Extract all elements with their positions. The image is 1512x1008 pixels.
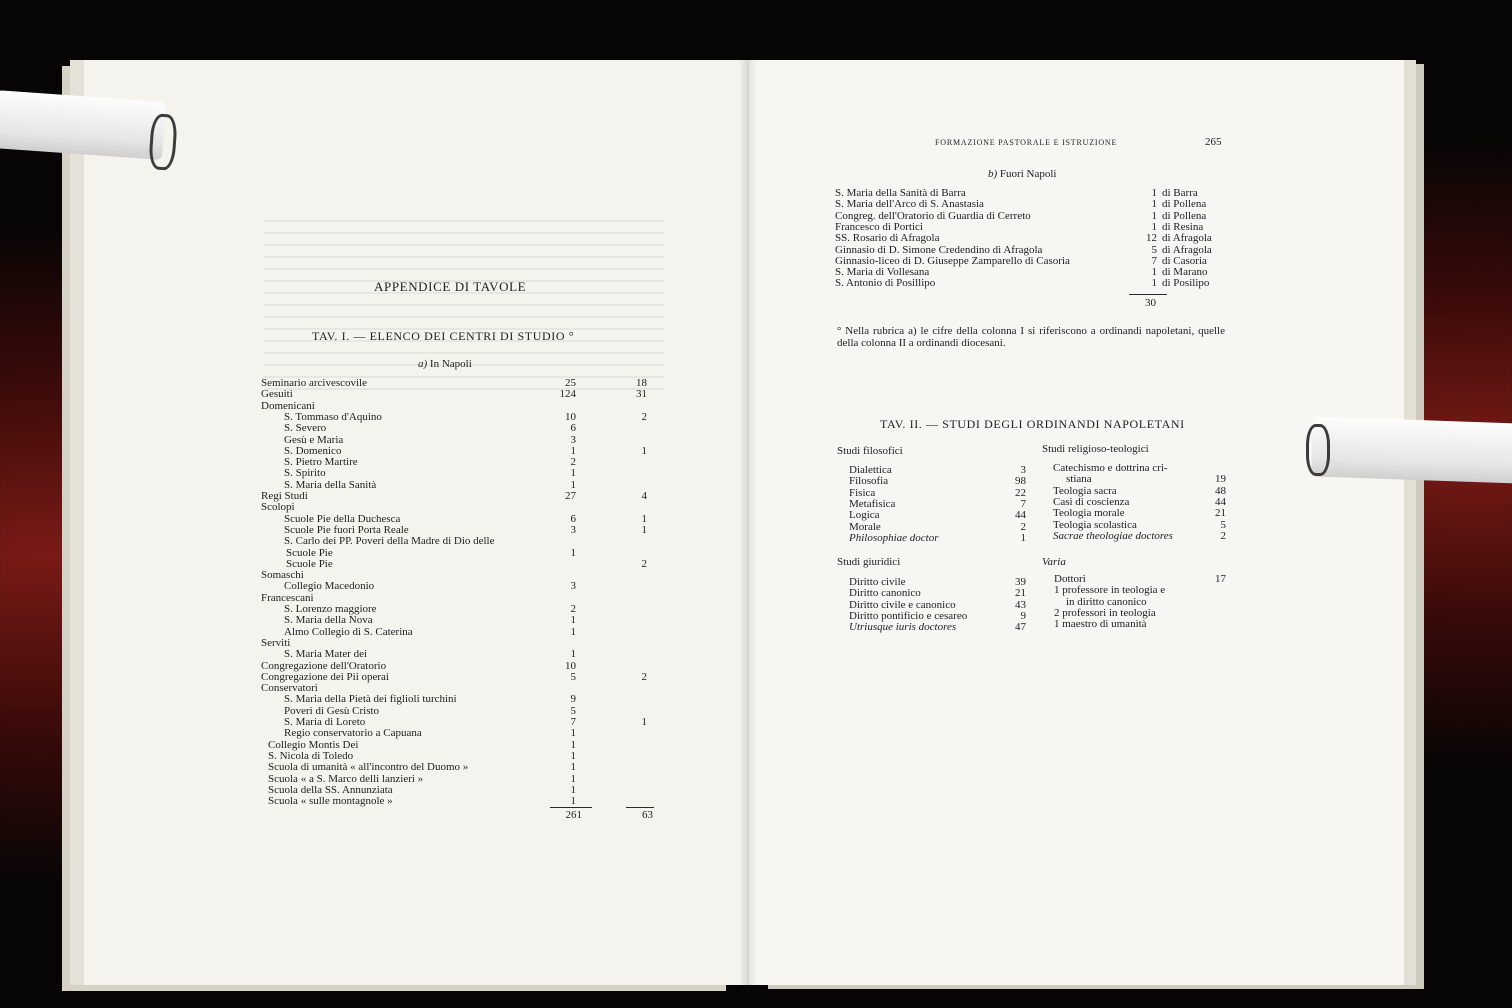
left-page-clip — [0, 90, 166, 160]
table-1-row-label: Scuole Pie — [286, 546, 333, 559]
table-1-row-label: Seminario arcivescovile — [261, 377, 367, 389]
outside-row-count: 1 — [1151, 187, 1157, 199]
religiosi-heading: Studi religioso-teologici — [1042, 443, 1149, 455]
table-1-row-col1: 3 — [570, 523, 576, 536]
varia-row-label: 1 maestro di umanità — [1054, 618, 1147, 631]
outside-row-place: di Pollena — [1162, 209, 1207, 222]
table-1-row-col1: 1 — [570, 772, 576, 785]
giuridici-row-label: Diritto canonico — [849, 587, 921, 600]
table-1-row-col1: 2 — [570, 456, 576, 469]
varia-row-label: Dottori — [1054, 573, 1086, 585]
filosofici-row-value: 98 — [1015, 475, 1026, 488]
outside-total: 30 — [1145, 297, 1156, 309]
filosofici-row-value: 1 — [1020, 531, 1026, 544]
outside-row-label: Congreg. dell'Oratorio di Guardia di Cerreto — [835, 209, 1031, 222]
table-1-row-col1: 1 — [570, 783, 576, 796]
table-1-row-label: S. Domenico — [284, 444, 342, 457]
table-1-row-col1: 1 — [570, 727, 576, 740]
table-1-row-col1: 1 — [570, 795, 576, 808]
table-1-row-label: Congregazione dell'Oratorio — [261, 659, 387, 672]
table-1-row-label: Scuola di umanità « all'incontro del Duomo » — [268, 761, 469, 774]
varia-heading: Varia — [1042, 556, 1066, 568]
table-1-row-col2: 2 — [641, 557, 647, 570]
religiosi-row-value: 5 — [1220, 518, 1226, 531]
left-page — [84, 60, 748, 985]
giuridici-row-label: Diritto civile e canonico — [849, 598, 956, 611]
outside-row-place: di Afragola — [1162, 243, 1212, 256]
filosofici-row-label: Metafisica — [849, 497, 896, 510]
outside-row-count: 5 — [1151, 243, 1157, 256]
table-1-row-label: S. Nicola di Toledo — [268, 749, 354, 762]
table-1-row-col1: 5 — [570, 670, 576, 683]
outside-row-place: di Posilipo — [1162, 277, 1210, 290]
table-1-title: TAV. I. — ELENCO DEI CENTRI DI STUDIO ° — [312, 329, 575, 343]
varia-row-label: 1 professore in teologia e — [1054, 584, 1166, 597]
table-1-row-label: Scuola « a S. Marco delli lanzieri » — [268, 772, 424, 785]
outside-row-count: 1 — [1151, 277, 1157, 290]
outside-row-place: di Marano — [1162, 266, 1208, 279]
running-header: FORMAZIONE PASTORALE E ISTRUZIONE — [935, 138, 1118, 147]
outside-row-label: Francesco di Portici — [835, 220, 923, 233]
religiosi-row-value: 2 — [1220, 529, 1226, 542]
table-1-row-col2: 2 — [641, 670, 647, 683]
total-col2: 63 — [642, 809, 653, 821]
table-1-row-col1: 1 — [570, 749, 576, 762]
varia-row-label: in diritto canonico — [1066, 595, 1147, 608]
filosofici-row-label: Dialettica — [849, 464, 892, 476]
table-1-row-col2: 1 — [641, 523, 647, 536]
filosofici-row-label: Fisica — [849, 486, 876, 499]
giuridici-row-value: 21 — [1015, 587, 1026, 600]
varia-row-label: 2 professori in teologia — [1054, 606, 1156, 619]
table-1-row-col2: 4 — [641, 490, 647, 502]
table-1-row-label: Regio conservatorio a Capuana — [284, 727, 422, 740]
table-1-row-label: Scuola « sulle montagnole » — [268, 795, 393, 808]
table-1-row-col1: 1 — [570, 614, 576, 627]
table-1-row-col1: 5 — [570, 704, 576, 717]
table-1-row-label: S. Tommaso d'Aquino — [284, 410, 382, 423]
outside-row-label: S. Maria della Sanità di Barra — [835, 187, 966, 199]
filosofici-row-label: Filosofia — [849, 475, 889, 488]
table-1-row-col1: 1 — [570, 738, 576, 751]
total-rule-col2 — [626, 807, 654, 808]
table-1-row-label: Scuole Pie fuori Porta Reale — [284, 523, 409, 536]
table-1-row-label: S. Maria della Nova — [284, 614, 373, 627]
outside-row-label: S. Maria di Vollesana — [835, 266, 930, 279]
table-1-row-label: Gesù e Maria — [284, 433, 344, 446]
outside-row-count: 1 — [1151, 209, 1157, 222]
section-a-heading — [418, 358, 472, 370]
filosofici-row-label: Morale — [849, 520, 881, 533]
book-gutter — [739, 60, 757, 985]
table-1-row-col2: 1 — [641, 716, 647, 728]
giuridici-row-value: 39 — [1015, 576, 1026, 588]
page-number: 265 — [1205, 136, 1222, 148]
outside-row-place: di Casoria — [1162, 254, 1207, 267]
religiosi-row-value: 48 — [1215, 484, 1226, 497]
table-1-row-col1: 1 — [570, 648, 576, 661]
giuridici-row-label: Diritto pontificio e cesareo — [849, 609, 968, 622]
section-b-text: Fuori Napoli — [999, 168, 1057, 180]
right-page-clip — [1311, 416, 1512, 483]
filosofici-row-label: Philosophiae doctor — [849, 531, 939, 544]
table-1-row-col1: 10 — [565, 410, 576, 423]
filosofici-row-value: 22 — [1015, 486, 1026, 499]
table-1-row-label: Regi Studi — [261, 490, 308, 502]
outside-row-label: S. Antonio di Posillipo — [835, 277, 936, 290]
giuridici-row-value: 43 — [1015, 598, 1026, 611]
table-1-row-label: S. Maria della Pietà dei figlioli turchini — [284, 693, 457, 706]
table-1-row-col2: 2 — [641, 410, 647, 423]
table-1-row-col1: 25 — [565, 377, 576, 389]
outside-row-label: SS. Rosario di Afragola — [835, 232, 940, 245]
table-1-row-label: Poveri di Gesù Cristo — [284, 704, 380, 717]
table-1-row-col1: 3 — [570, 433, 576, 446]
table-1-row-label: Almo Collegio di S. Caterina — [284, 625, 413, 638]
table-1-row-col2: 1 — [641, 512, 647, 525]
table-1-row-col1: 1 — [570, 467, 576, 480]
table-1-row-label: S. Maria di Loreto — [284, 716, 366, 728]
outside-row-count: 7 — [1151, 254, 1157, 267]
table-1-row-label: Conservatori — [261, 682, 318, 695]
table-1-row-col1: 124 — [559, 388, 576, 401]
giuridici-row-label: Utriusque iuris doctores — [849, 621, 957, 634]
religiosi-row-label: Teologia sacra — [1053, 484, 1117, 497]
religiosi-row-label: Teologia scolastica — [1053, 518, 1137, 531]
filosofici-heading: Studi filosofici — [837, 445, 903, 457]
outside-row-label: Ginnasio di D. Simone Credendino di Afragola — [835, 243, 1043, 256]
table-1-row-col1: 10 — [565, 659, 576, 672]
table-1-row-col1: 7 — [570, 716, 576, 728]
outside-row-label: S. Maria dell'Arco di S. Anastasia — [835, 198, 984, 211]
religiosi-row-label: Catechismo e dottrina cri- — [1053, 462, 1168, 474]
giuridici-row-value: 47 — [1015, 621, 1026, 634]
filosofici-row-value: 3 — [1020, 464, 1026, 476]
table-1-row-col1: 1 — [570, 546, 576, 559]
outside-row-count: 1 — [1151, 266, 1157, 279]
table-1-row-label: S. Lorenzo maggiore — [284, 603, 377, 615]
table-1-row-col1: 1 — [570, 478, 576, 491]
outside-total-rule — [1129, 294, 1167, 295]
religiosi-row-label: Teologia morale — [1053, 507, 1125, 520]
section-b-label: b) — [988, 168, 998, 180]
filosofici-row-value: 7 — [1020, 497, 1026, 510]
table-1-row-label: Serviti — [261, 636, 291, 649]
outside-row-place: di Afragola — [1162, 232, 1212, 245]
outside-row-count: 12 — [1146, 232, 1157, 245]
appendix-title: APPENDICE DI TAVOLE — [374, 279, 527, 294]
table-1-row-col2: 31 — [636, 388, 647, 401]
table-1-row-label: Francescani — [261, 591, 314, 604]
table-1-row-col1: 1 — [570, 444, 576, 457]
footnote: ° Nella rubrica a) le cifre della colonna I si riferiscono a ordinandi napoletani, quelle della colonna II a ordinandi diocesani. — [837, 325, 1225, 349]
table-1-row-label: Congregazione dei Pii operai — [261, 670, 389, 683]
table-1-row-col1: 2 — [570, 603, 576, 615]
section-a-label: a) — [418, 358, 428, 370]
religiosi-row-label: Casi di coscienza — [1053, 495, 1130, 508]
table-1-row-col1: 6 — [570, 422, 576, 435]
table-1-row-label: S. Pietro Martire — [284, 456, 358, 469]
outside-row-place: di Pollena — [1162, 198, 1207, 211]
table-1-row-col1: 6 — [570, 512, 576, 525]
table-1-row-label: S. Severo — [284, 422, 327, 435]
giuridici-heading: Studi giuridici — [837, 556, 901, 568]
varia-row-value: 17 — [1215, 573, 1226, 585]
table-1-row-label: Scolopi — [261, 501, 295, 514]
table-1-row-label: Gesuiti — [261, 388, 293, 401]
table-1-row-label: Collegio Macedonio — [284, 580, 375, 593]
table-1-row-col1: 1 — [570, 761, 576, 774]
table-1-row-label: S. Maria Mater dei — [284, 648, 368, 661]
outside-row-label: Ginnasio-liceo di D. Giuseppe Zamparello di Casoria — [835, 254, 1070, 267]
filosofici-row-value: 44 — [1015, 509, 1026, 522]
table-1-row-col1: 1 — [570, 625, 576, 638]
section-a-text: In Napoli — [429, 358, 472, 370]
outside-row-place: di Barra — [1162, 187, 1198, 199]
table-1-row-label: Scuole Pie — [286, 557, 333, 570]
religiosi-row-value: 19 — [1215, 473, 1226, 486]
total-rule-col1 — [550, 807, 592, 808]
outside-row-count: 1 — [1151, 220, 1157, 233]
table-2-title: TAV. II. — STUDI DEGLI ORDINANDI NAPOLETANI — [880, 417, 1185, 431]
table-1-row-col2: 1 — [641, 444, 647, 457]
table-1-row-col1: 27 — [565, 490, 576, 502]
table-1-row-col1: 9 — [570, 693, 576, 706]
table-1-row-label: S. Carlo dei PP. Poveri della Madre di Dio delle — [284, 535, 495, 548]
section-b-heading — [988, 168, 1056, 180]
filosofici-row-label: Logica — [849, 509, 880, 522]
total-col1: 261 — [565, 809, 582, 821]
outside-row-place: di Resina — [1162, 220, 1204, 233]
table-1-row-label: S. Spirito — [284, 467, 326, 480]
table-1-row-label: Somaschi — [261, 569, 304, 582]
table-1-row-col1: 3 — [570, 580, 576, 593]
giuridici-row-label: Diritto civile — [849, 576, 906, 588]
religiosi-row-label: stiana — [1066, 473, 1092, 486]
filosofici-row-value: 2 — [1020, 520, 1026, 533]
table-1-row-label: Scuola della SS. Annunziata — [268, 783, 393, 796]
table-1-row-label: S. Maria della Sanità — [284, 478, 377, 491]
religiosi-row-value: 21 — [1215, 507, 1226, 520]
giuridici-row-value: 9 — [1020, 609, 1026, 622]
table-1-row-label: Domenicani — [261, 399, 315, 412]
outside-row-count: 1 — [1151, 198, 1157, 211]
table-1-row-label: Scuole Pie della Duchesca — [284, 512, 401, 525]
religiosi-row-value: 44 — [1215, 495, 1226, 508]
right-clip-ring-icon — [1306, 424, 1330, 476]
table-1-row-col2: 18 — [636, 377, 647, 389]
religiosi-row-label: Sacrae theologiae doctores — [1053, 529, 1173, 542]
table-1-row-label: Collegio Montis Dei — [268, 738, 359, 751]
